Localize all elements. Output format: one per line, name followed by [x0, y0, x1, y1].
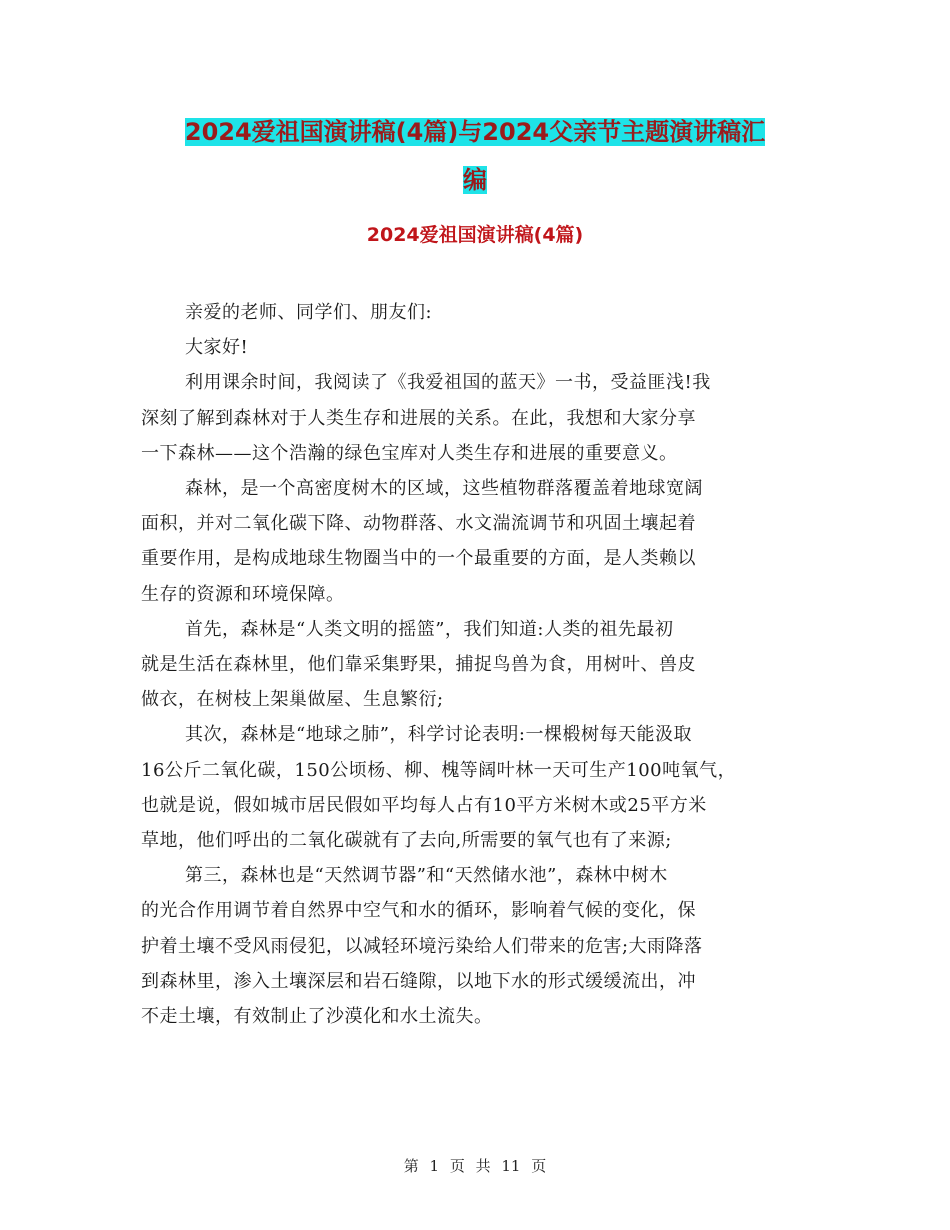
paragraph — [141, 365, 821, 471]
section-title: 2024爱祖国演讲稿(4篇) — [366, 224, 584, 246]
text-line: 护着土壤不受风雨侵犯，以减轻环境污染给人们带来的危害;大雨降落 — [141, 935, 703, 957]
document-title-line-1: 2024爱祖国演讲稿(4篇)与2024父亲节主题演讲稿汇 — [184, 118, 766, 146]
text-line: 16公斤二氧化碳，150公顷杨、柳、槐等阔叶林一天可生产100吨氧气， — [141, 759, 737, 781]
text-line: 的光合作用调节着自然界中空气和水的循环，影响着气候的变化，保 — [141, 900, 696, 922]
paragraph — [141, 471, 821, 612]
body-text — [141, 295, 821, 1034]
paragraph-greeting — [141, 295, 821, 330]
page-footer: 第 1 页 共 11 页 — [403, 1157, 547, 1175]
text-line: 第三，森林也是“天然调节器”和“天然储水池”，森林中树木 — [185, 865, 668, 887]
text-line: 草地，他们呼出的二氧化碳就有了去向,所需要的氧气也有了来源; — [141, 830, 672, 852]
text-line: 不走土壤，有效制止了沙漠化和水土流失。 — [141, 1006, 493, 1028]
text-line: 大家好! — [185, 337, 249, 359]
text-line: 其次，森林是“地球之肺”，科学讨论表明:一棵椴树每天能汲取 — [185, 724, 692, 746]
text-line: 一下森林——这个浩瀚的绿色宝库对人类生存和进展的重要意义。 — [141, 442, 678, 464]
text-line: 利用课余时间，我阅读了《我爱祖国的蓝天》一书，受益匪浅!我 — [185, 372, 711, 394]
paragraph — [141, 717, 821, 858]
text-line: 首先，森林是“人类文明的摇篮”，我们知道:人类的祖先最初 — [185, 618, 674, 640]
text-line: 做衣，在树枝上架巢做屋、生息繁衍; — [141, 689, 444, 711]
text-line: 深刻了解到森林对于人类生存和进展的关系。在此，我想和大家分享 — [141, 407, 696, 429]
text-line: 就是生活在森林里，他们靠采集野果，捕捉鸟兽为食，用树叶、兽皮 — [141, 654, 696, 676]
text-line: 到森林里，渗入土壤深层和岩石缝隙，以地下水的形式缓缓流出，冲 — [141, 970, 696, 992]
document-title — [140, 108, 810, 204]
text-line: 重要作用，是构成地球生物圈当中的一个最重要的方面，是人类赖以 — [141, 548, 696, 570]
paragraph — [141, 858, 821, 1034]
paragraph-hello — [141, 330, 821, 365]
text-line: 也就是说，假如城市居民假如平均每人占有10平方米树木或25平方米 — [141, 794, 707, 816]
text-line: 生存的资源和环境保障。 — [141, 583, 345, 605]
text-line: 森林，是一个高密度树木的区域，这些植物群落覆盖着地球宽阔 — [185, 478, 703, 500]
text-line: 亲爱的老师、同学们、朋友们: — [185, 302, 433, 323]
document-title-line-2: 编 — [463, 166, 487, 194]
text-line: 面积，并对二氧化碳下降、动物群落、水文湍流调节和巩固土壤起着 — [141, 513, 696, 535]
paragraph — [141, 612, 821, 718]
